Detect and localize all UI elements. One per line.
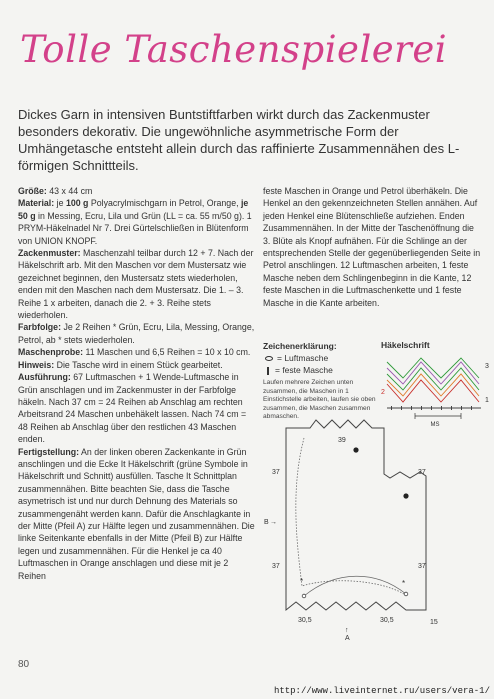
material-label: Material: [18, 198, 55, 209]
arrow-a: ↑ [345, 627, 349, 634]
groesse-label: Größe: [18, 186, 47, 196]
page-number: 80 [18, 659, 30, 670]
base-stitch-mark [431, 406, 432, 410]
stitch-line [296, 438, 404, 594]
row-label-3: 3 [485, 363, 489, 370]
source-url[interactable]: http://www.liveinternet.ru/users/vera-1/ [273, 686, 490, 696]
fertigstellung-label: Fertigstellung: [18, 446, 80, 457]
material-strong-1: 100 g [65, 198, 89, 209]
groesse-paragraph [18, 185, 256, 197]
zackenmuster-label: Zackenmuster: [18, 248, 81, 259]
label-30-5-left: 30,5 [298, 617, 312, 624]
bag-pattern-diagram [256, 418, 442, 646]
star-mark-right: * [402, 579, 406, 588]
zigzag-row-1 [387, 380, 479, 402]
flower-mark-right [403, 493, 408, 498]
label-39: 39 [338, 437, 346, 444]
legend-row-feste-masche [263, 364, 381, 376]
label-30-5-right: 30,5 [380, 617, 394, 624]
label-37-left-bottom: 37 [272, 563, 280, 570]
legend-note: Laufen mehrere Zeichen unten zusammen, die Maschen in 1 Einstichstelle arbeiten, laufen sie oben zusammen, die Maschen zusammen abmaschen. [263, 379, 376, 420]
page-title: Tolle Taschenspielerei [20, 28, 448, 71]
base-stitch-mark [401, 406, 402, 410]
legend-feste-masche-text: = feste Masche [275, 365, 333, 375]
row-label-2: 2 [381, 389, 385, 396]
material-text-b: Polyacrylmischgarn in Petrol, Orange, [88, 198, 241, 209]
farbfolge-label: Farbfolge: [18, 322, 62, 333]
material-text-a: je [54, 198, 66, 209]
lead-paragraph: Dickes Garn in intensiven Buntstiftfarben wirkt durch das Zackenmuster besonders dekorativ. Die ungewöhnliche asymmetrische Form der Umhängetasche entsteht allein durch das raffinierte Zusammennähen des L-förmigen Schnittteils. [18, 107, 460, 173]
haekelschrift-heading: Häkelschrift [381, 340, 430, 350]
base-stitch-mark [471, 406, 472, 410]
column-right-text: feste Maschen in Orange und Petrol überhäkeln. Die Henkel an den gekennzeichneten Stellen annähen. Auf jeden Henkel eine Blütenschließe aufziehen. Enden Zusammennähen. In der Mitte der Taschenöffnung die 3. Blüte als Knopf aufnähen. Für die Schlinge an der entsprechenden Stelle der gegenüberliegenden Seite in Petrol anschlingen. 12 Luftmaschen arbeiten, 1 feste Masche neben dem Schlingenbeginn in die Kante, 12 feste Maschen in die Luftmaschenkette und 1 feste Masche in die Kante arbeiten. [263, 186, 481, 308]
label-37-right-top: 37 [418, 469, 426, 476]
column-left [18, 185, 256, 582]
hinweis-label: Hinweis: [18, 359, 55, 370]
label-15: 15 [430, 619, 438, 626]
base-stitch-mark [391, 406, 392, 410]
material-text-c: in Messing, Ecru, Lila und Grün (LL = ca. 55 m/50 g). 1 PRYM-Häkelnadel Nr 7. Drei Gürtelschließen in Blütenform von UNION KNOPF. [18, 210, 252, 246]
chain-stitch-icon [265, 356, 273, 361]
maschenprobe-label: Maschenprobe: [18, 347, 84, 358]
label-37-right-bottom: 37 [418, 563, 426, 570]
ms-label: MS [430, 422, 440, 428]
material-paragraph [18, 197, 256, 247]
maschenprobe-paragraph [18, 346, 256, 358]
material-strong-2: je 50 g [18, 198, 249, 221]
row-label-1: 1 [485, 397, 489, 404]
maschenprobe-text: 11 Maschen und 6,5 Reihen = 10 x 10 cm. [83, 347, 251, 358]
flower-mark-left [302, 594, 306, 598]
base-stitch-mark [461, 406, 462, 410]
hinweis-paragraph [18, 359, 256, 371]
ausfuehrung-paragraph [18, 371, 256, 445]
farbfolge-text: Je 2 Reihen * Grün, Ecru, Lila, Messing, Orange, Petrol, ab * stets wiederholen. [18, 322, 255, 345]
legend-row-luftmasche [263, 352, 381, 364]
flower-mark-bottom-right [404, 592, 408, 596]
legend [263, 340, 381, 422]
base-stitch-mark [411, 406, 412, 410]
arrow-b: → [270, 519, 277, 526]
bottom-seam [304, 576, 406, 596]
label-a: A [345, 635, 350, 642]
base-stitch-mark [451, 406, 452, 410]
label-37-left-top: 37 [272, 469, 280, 476]
legend-luftmasche-text: = Luftmasche [277, 353, 329, 363]
legend-heading: Zeichenerklärung: [263, 341, 337, 351]
fertigstellung-paragraph [18, 446, 256, 582]
star-mark-left: * [300, 577, 304, 586]
single-crochet-icon [267, 367, 269, 375]
ausfuehrung-label: Ausführung: [18, 372, 71, 383]
flower-mark-top [353, 447, 358, 452]
groesse-text: 43 x 44 cm [46, 186, 93, 196]
hinweis-text: Die Tasche wird in einem Stück gearbeitet. [54, 359, 223, 370]
ausfuehrung-text: 67 Luftmaschen + 1 Wende-Luftmasche in Grün anschlagen und im Zackenmuster in der Farbfolge häkeln. Nach 37 cm = 24 Reihen ab Anschlag am rechten Arbeitsrand 24 Maschen unbehäkelt lassen. Nach 74 cm = 48 Reihen ab Anschlag über den restlichen 43 Maschen enden. [18, 372, 247, 445]
farbfolge-paragraph [18, 321, 256, 346]
zackenmuster-text: Maschenzahl teilbar durch 12 + 7. Nach der Häkelschrift arb. Mit den Maschen vor dem Mustersatz wie gezeichnet beginnen, den Mustersatz stets wiederholen, enden mit den Maschen nach dem Mustersatz. Die 1. – 3. Reihe 1 x arbeiten, danach die 2. + 3. Reihe stets wiederholen. [18, 248, 254, 321]
zackenmuster-paragraph [18, 247, 256, 321]
base-stitch-mark [441, 406, 442, 410]
base-stitch-mark [421, 406, 422, 410]
label-b: B [264, 519, 269, 526]
fertigstellung-text: An der linken oberen Zackenkante in Grün anschlingen und die Ecke It Häkelschrift (grüne Symbole in Häkelschrift und Schnitt) ausfüllen. Tasche It Schnittplan zusammennähen. Bitte beachten Sie, dass die Tasche asymetrisch ist und nur durch Dehnung des Materials so zusammengenäht werden kann. Dafür die Anschlagkante in der Mitte (Pfeil A) zur Hälfte legen und zusammennähen. Die linke Seitenkante ebenfalls in der Mitte (Pfeil B) zur Hälfte legen und zusammennähen. Für die Henkel je ca 40 Luftmaschen in Orange anschlagen und diese mit je 2 Reihen [18, 446, 255, 581]
